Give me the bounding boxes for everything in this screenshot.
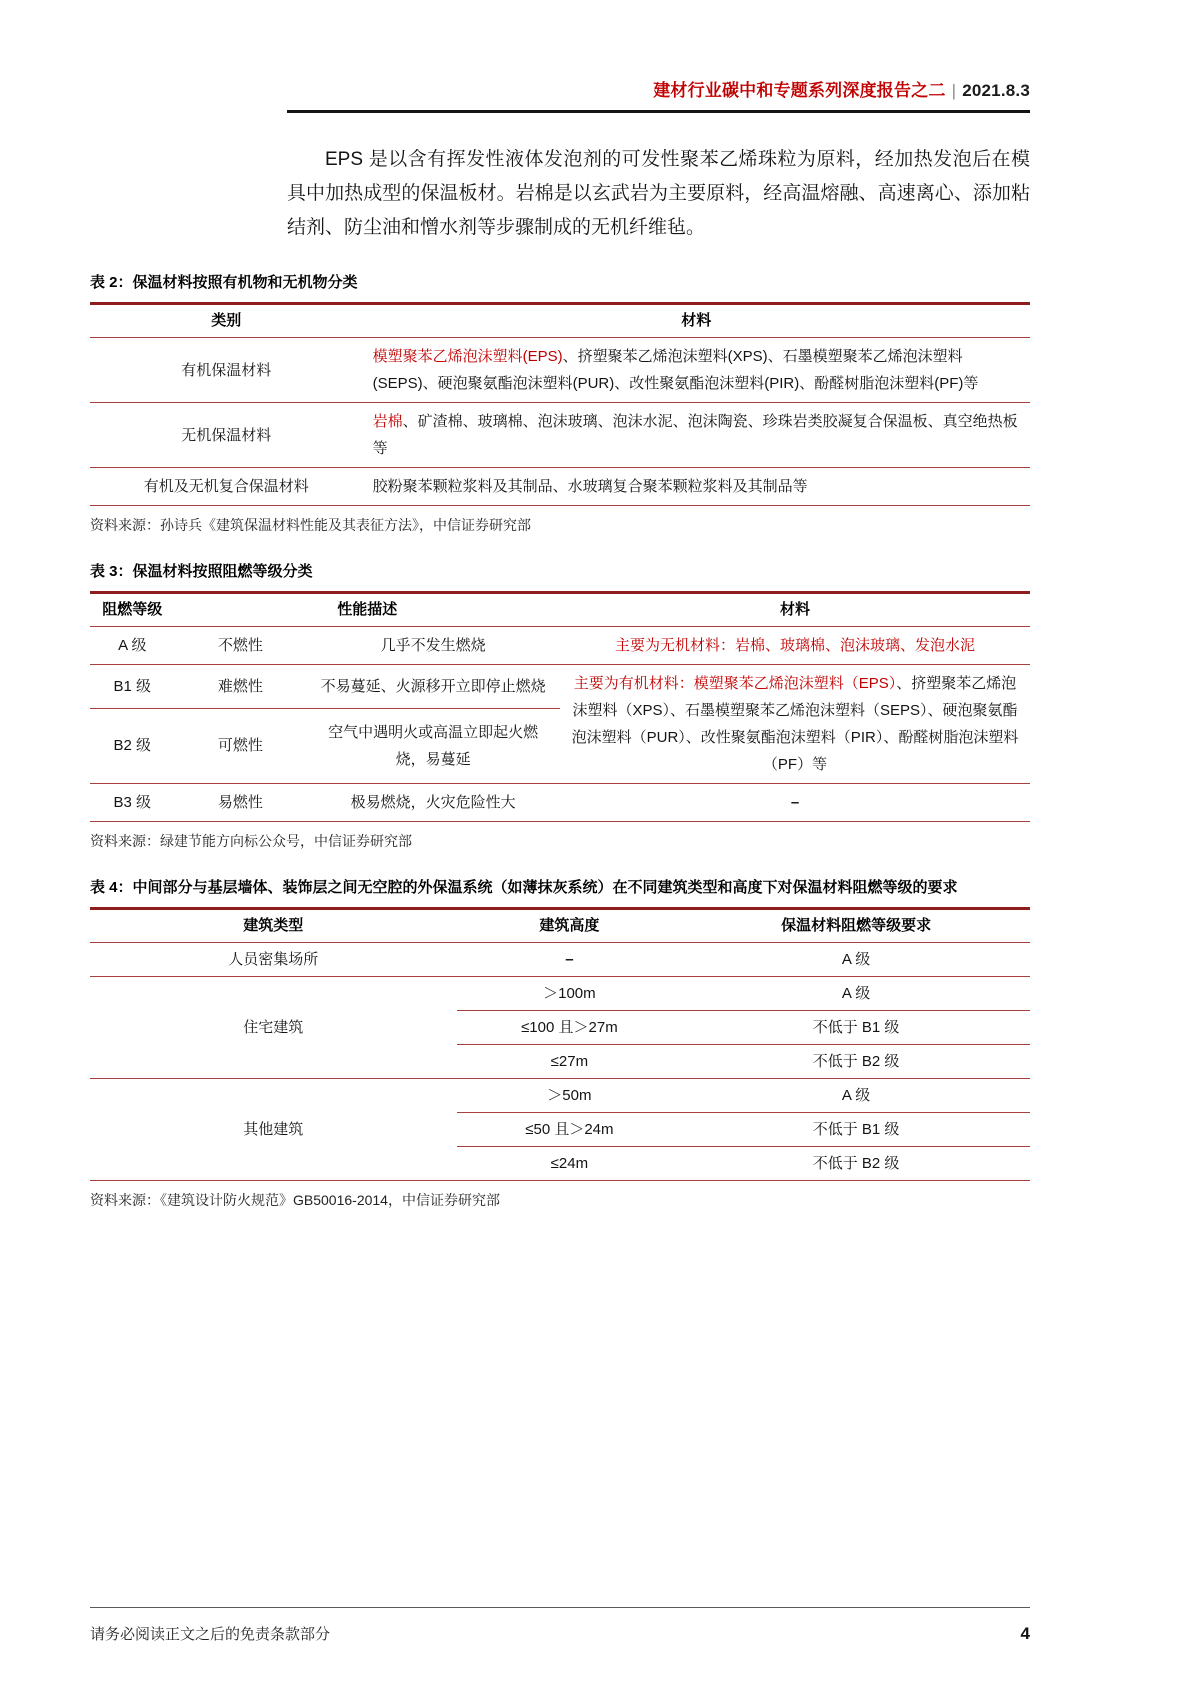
table4-section [90, 878, 1030, 1209]
material-red-text: 模塑聚苯乙烯泡沫塑料(EPS) [372, 348, 563, 365]
table3-section [90, 562, 1030, 850]
material-text: 胶粉聚苯颗粒浆料及其制品、水玻璃复合聚苯颗粒浆料及其制品等 [372, 478, 808, 495]
category-cell: 有机及无机复合保温材料 [90, 468, 363, 506]
material-cell [363, 403, 1030, 468]
header-text [90, 76, 1030, 110]
table-row [90, 627, 1030, 665]
intro-paragraph: EPS 是以含有挥发性液体发泡剂的可发性聚苯乙烯珠粒为原料，经加热发泡后在模具中加热成型的保温板材。岩棉是以玄武岩为主要原料，经高温熔融、高速离心、添加粘结剂、防尘油和憎水剂等步骤制成的无机纤维毡。 [287, 149, 1030, 238]
building-height-cell: ≤100 且＞27m [457, 1011, 683, 1045]
requirement-cell: A 级 [682, 977, 1030, 1011]
grade-cell: A 级 [90, 627, 175, 665]
page-footer [90, 1607, 1030, 1644]
requirement-cell: A 级 [682, 1079, 1030, 1113]
performance-cell: 可燃性 [175, 708, 307, 783]
table4-header-row [90, 909, 1030, 943]
requirement-cell: 不低于 B1 级 [682, 1113, 1030, 1147]
table4-header-building-height: 建筑高度 [457, 909, 683, 943]
building-type-cell: 住宅建筑 [90, 977, 457, 1079]
performance-cell: 不燃性 [175, 627, 307, 665]
material-red-text: 岩棉 [372, 413, 403, 430]
material-cell: – [560, 784, 1030, 822]
table-row [90, 468, 1030, 506]
material-red-text: 主要为有机材料：模塑聚苯乙烯泡沫塑料（EPS） [573, 675, 897, 692]
requirement-cell: 不低于 B2 级 [682, 1147, 1030, 1181]
material-text: 、挤塑聚苯乙烯泡沫塑料（XPS）、石墨模塑聚苯乙烯泡沫塑料（SEPS）、硬泡聚氨酯泡沫塑料（PUR）、改性聚氨酯泡沫塑料（PIR）、酚醛树脂泡沫塑料（PF）等 [571, 675, 1019, 773]
building-height-cell: ＞100m [457, 977, 683, 1011]
description-cell: 空气中遇明火或高温立即起火燃烧，易蔓延 [306, 708, 560, 783]
material-red-text: 主要为无机材料：岩棉、玻璃棉、泡沫玻璃、发泡水泥 [614, 637, 975, 654]
table-row [90, 338, 1030, 403]
table2-caption: 表 2：保温材料按照有机物和无机物分类 [90, 274, 358, 291]
performance-cell: 易燃性 [175, 784, 307, 822]
table2-header-category: 类别 [90, 304, 363, 338]
grade-cell: B1 级 [90, 665, 175, 709]
material-text: 、矿渣棉、玻璃棉、泡沫玻璃、泡沫水泥、泡沫陶瓷、珍珠岩类胶凝复合保温板、真空绝热板等 [372, 413, 1018, 457]
table4-header-building-type: 建筑类型 [90, 909, 457, 943]
material-cell [363, 338, 1030, 403]
requirement-cell: 不低于 B1 级 [682, 1011, 1030, 1045]
report-date: 2021.8.3 [962, 81, 1030, 100]
header-rule [287, 110, 1030, 113]
footer-disclaimer: 请务必阅读正文之后的免责条款部分 [90, 1626, 331, 1643]
table-row [90, 943, 1030, 977]
header-separator: | [951, 81, 957, 100]
requirement-cell: A 级 [682, 943, 1030, 977]
performance-cell: 难燃性 [175, 665, 307, 709]
material-cell [560, 665, 1030, 784]
content-area [90, 76, 1030, 1209]
category-cell: 无机保温材料 [90, 403, 363, 468]
description-cell: 极易燃烧，火灾危险性大 [306, 784, 560, 822]
page-header [90, 76, 1030, 113]
table-row [90, 784, 1030, 822]
table3-header-performance: 性能描述 [175, 593, 560, 627]
table4-source: 资料来源：《建筑设计防火规范》GB50016-2014，中信证券研究部 [90, 1192, 500, 1208]
table4-caption: 表 4：中间部分与基层墙体、装饰层之间无空腔的外保温系统（如薄抹灰系统）在不同建筑类型和高度下对保温材料阻燃等级的要求 [90, 879, 958, 896]
table2-source: 资料来源：孙诗兵《建筑保温材料性能及其表征方法》，中信证券研究部 [90, 517, 531, 533]
building-height-cell: – [457, 943, 683, 977]
table2-section [90, 273, 1030, 534]
table-row [90, 403, 1030, 468]
building-height-cell: ≤24m [457, 1147, 683, 1181]
category-cell: 有机保温材料 [90, 338, 363, 403]
description-cell: 不易蔓延、火源移开立即停止燃烧 [306, 665, 560, 709]
building-height-cell: ≤50 且＞24m [457, 1113, 683, 1147]
table-row [90, 665, 1030, 709]
building-height-cell: ≤27m [457, 1045, 683, 1079]
grade-cell: B2 级 [90, 708, 175, 783]
table3-caption: 表 3：保温材料按照阻燃等级分类 [90, 563, 313, 580]
building-type-cell: 其他建筑 [90, 1079, 457, 1181]
page-number: 4 [1020, 1624, 1030, 1643]
table3-header-material: 材料 [560, 593, 1030, 627]
material-cell [560, 627, 1030, 665]
building-height-cell: ＞50m [457, 1079, 683, 1113]
material-cell [363, 468, 1030, 506]
table3-header-grade: 阻燃等级 [90, 593, 175, 627]
table4 [90, 907, 1030, 1181]
requirement-cell: 不低于 B2 级 [682, 1045, 1030, 1079]
table3-header-row [90, 593, 1030, 627]
table4-header-requirement: 保温材料阻燃等级要求 [682, 909, 1030, 943]
table-row [90, 1079, 1030, 1113]
table2-header-material: 材料 [363, 304, 1030, 338]
table2-header-row [90, 304, 1030, 338]
building-type-cell: 人员密集场所 [90, 943, 457, 977]
grade-cell: B3 级 [90, 784, 175, 822]
table2 [90, 302, 1030, 506]
table-row [90, 977, 1030, 1011]
description-cell: 几乎不发生燃烧 [306, 627, 560, 665]
report-series-title: 建材行业碳中和专题系列深度报告之二 [653, 81, 946, 100]
material-text: 、挤塑聚苯乙烯泡沫塑料(XPS)、石墨模塑聚苯乙烯泡沫塑料(SEPS)、硬泡聚氨酯泡沫塑料(PUR)、改性聚氨酯泡沫塑料(PIR)、酚醛树脂泡沫塑料(PF)等 [372, 348, 979, 392]
table3-source: 资料来源：绿建节能方向标公众号，中信证券研究部 [90, 833, 412, 849]
table3 [90, 591, 1030, 822]
